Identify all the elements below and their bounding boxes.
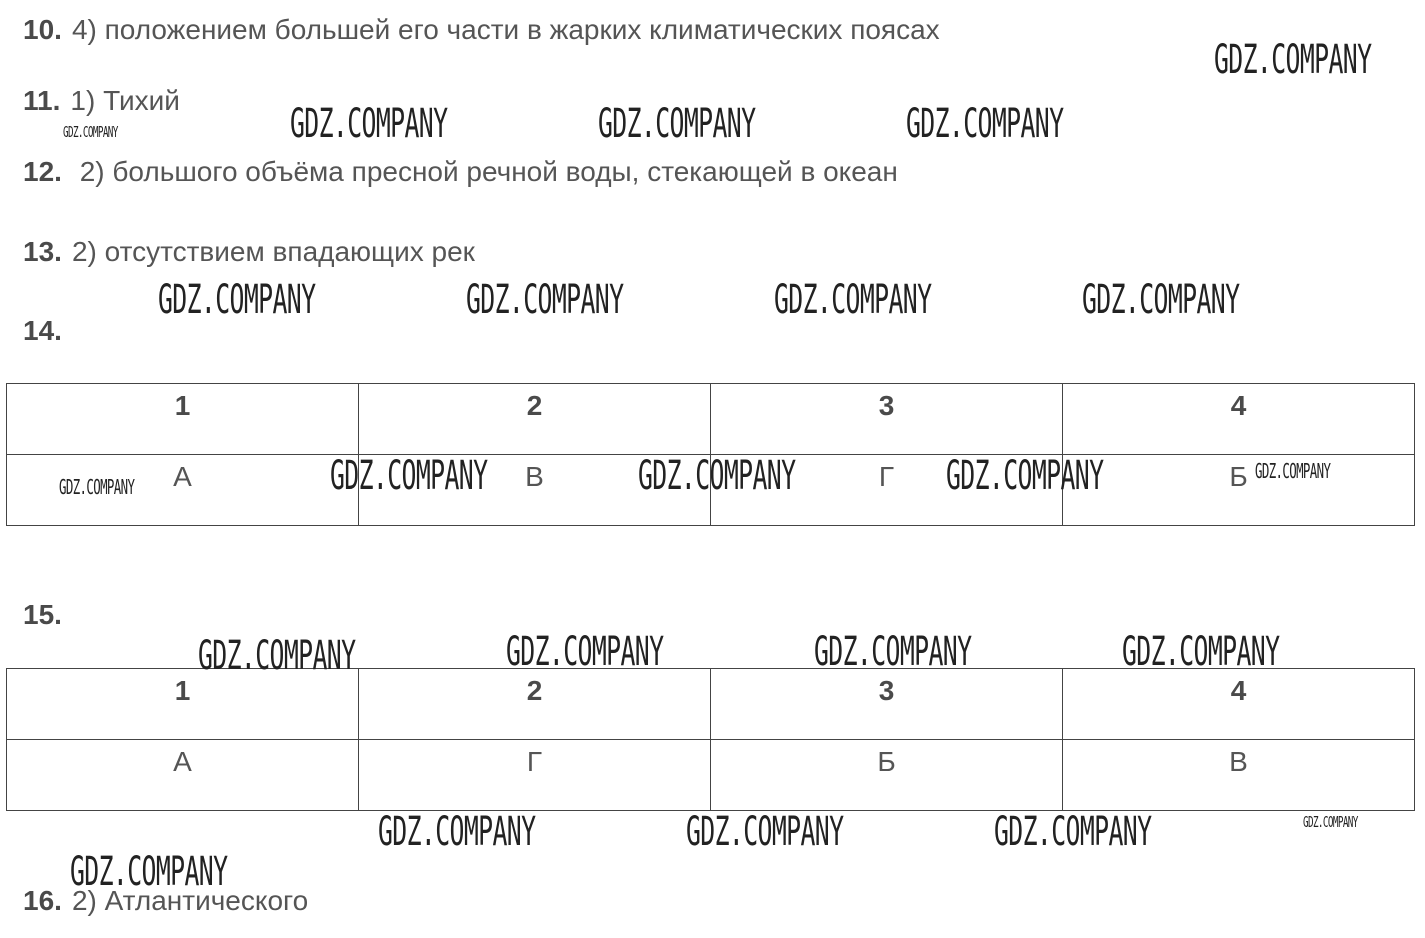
answer-text: 2) Атлантического xyxy=(71,885,309,916)
table-header-row xyxy=(7,669,1415,740)
answer-11 xyxy=(23,84,180,118)
answer-13 xyxy=(23,235,475,269)
cell-text: 4 xyxy=(1230,390,1247,421)
cell-text: А xyxy=(173,461,192,492)
table-header-cell xyxy=(711,669,1063,740)
watermark: GDZ.COMPANY xyxy=(1303,813,1358,831)
cell-text: 3 xyxy=(878,675,895,706)
table-header-cell xyxy=(711,384,1063,455)
watermark: GDZ.COMPANY xyxy=(1082,277,1240,323)
watermark: GDZ.COMPANY xyxy=(70,849,228,895)
table-header-cell xyxy=(7,384,359,455)
answer-12 xyxy=(23,155,898,189)
answer-number: 14. xyxy=(23,315,62,346)
answer-number: 16. xyxy=(23,885,62,916)
watermark: GDZ.COMPANY xyxy=(1255,459,1331,483)
cell-text: 2 xyxy=(526,390,543,421)
watermark: GDZ.COMPANY xyxy=(638,453,796,499)
watermark: GDZ.COMPANY xyxy=(158,277,316,323)
watermark: GDZ.COMPANY xyxy=(1122,629,1280,675)
table-header-cell xyxy=(7,669,359,740)
cell-text: Б xyxy=(1229,461,1248,492)
table-cell xyxy=(359,740,711,811)
table-header-cell xyxy=(359,669,711,740)
answer-number: 15. xyxy=(23,599,62,630)
watermark: GDZ.COMPANY xyxy=(378,809,536,855)
table-15 xyxy=(6,668,1415,811)
table-header-cell xyxy=(359,384,711,455)
cell-text: Г xyxy=(878,461,895,492)
table-row xyxy=(7,740,1415,811)
cell-text: 4 xyxy=(1230,675,1247,706)
answer-15 xyxy=(23,598,72,632)
watermark: GDZ.COMPANY xyxy=(1214,37,1372,83)
cell-text: Б xyxy=(877,746,896,777)
watermark: GDZ.COMPANY xyxy=(774,277,932,323)
answer-14 xyxy=(23,314,72,348)
watermark: GDZ.COMPANY xyxy=(198,633,356,679)
cell-text: 1 xyxy=(174,675,191,706)
cell-text: 3 xyxy=(878,390,895,421)
table-cell xyxy=(7,740,359,811)
answer-number: 12. xyxy=(23,156,62,187)
table-header-row xyxy=(7,384,1415,455)
answer-number: 10. xyxy=(23,14,62,45)
watermark: GDZ.COMPANY xyxy=(506,629,664,675)
answer-number: 11. xyxy=(23,85,61,116)
table-cell xyxy=(1063,740,1415,811)
watermark: GDZ.COMPANY xyxy=(814,629,972,675)
answer-text: 2) большого объёма пресной речной воды, стекающей в океан xyxy=(71,156,898,187)
watermark: GDZ.COMPANY xyxy=(330,453,488,499)
watermark: GDZ.COMPANY xyxy=(946,453,1104,499)
cell-text: 2 xyxy=(526,675,543,706)
answer-10 xyxy=(23,13,940,47)
watermark: GDZ.COMPANY xyxy=(59,475,135,499)
watermark: GDZ.COMPANY xyxy=(466,277,624,323)
cell-text: 1 xyxy=(174,390,191,421)
cell-text: В xyxy=(1229,746,1248,777)
cell-text: В xyxy=(525,461,544,492)
watermark: GDZ.COMPANY xyxy=(686,809,844,855)
answer-text: 2) отсутствием впадающих рек xyxy=(71,236,475,267)
watermark: GDZ.COMPANY xyxy=(598,101,756,147)
answer-number: 13. xyxy=(23,236,62,267)
answer-text: 1) Тихий xyxy=(70,85,180,116)
watermark: GDZ.COMPANY xyxy=(290,101,448,147)
table-header-cell xyxy=(1063,384,1415,455)
table-cell xyxy=(711,740,1063,811)
watermark: GDZ.COMPANY xyxy=(63,123,118,141)
watermark: GDZ.COMPANY xyxy=(994,809,1152,855)
cell-text: Г xyxy=(526,746,543,777)
answer-text: 4) положением большей его части в жарких климатических поясах xyxy=(71,14,940,45)
watermark: GDZ.COMPANY xyxy=(906,101,1064,147)
cell-text: А xyxy=(173,746,192,777)
table-cell xyxy=(1063,455,1415,526)
table-header-cell xyxy=(1063,669,1415,740)
